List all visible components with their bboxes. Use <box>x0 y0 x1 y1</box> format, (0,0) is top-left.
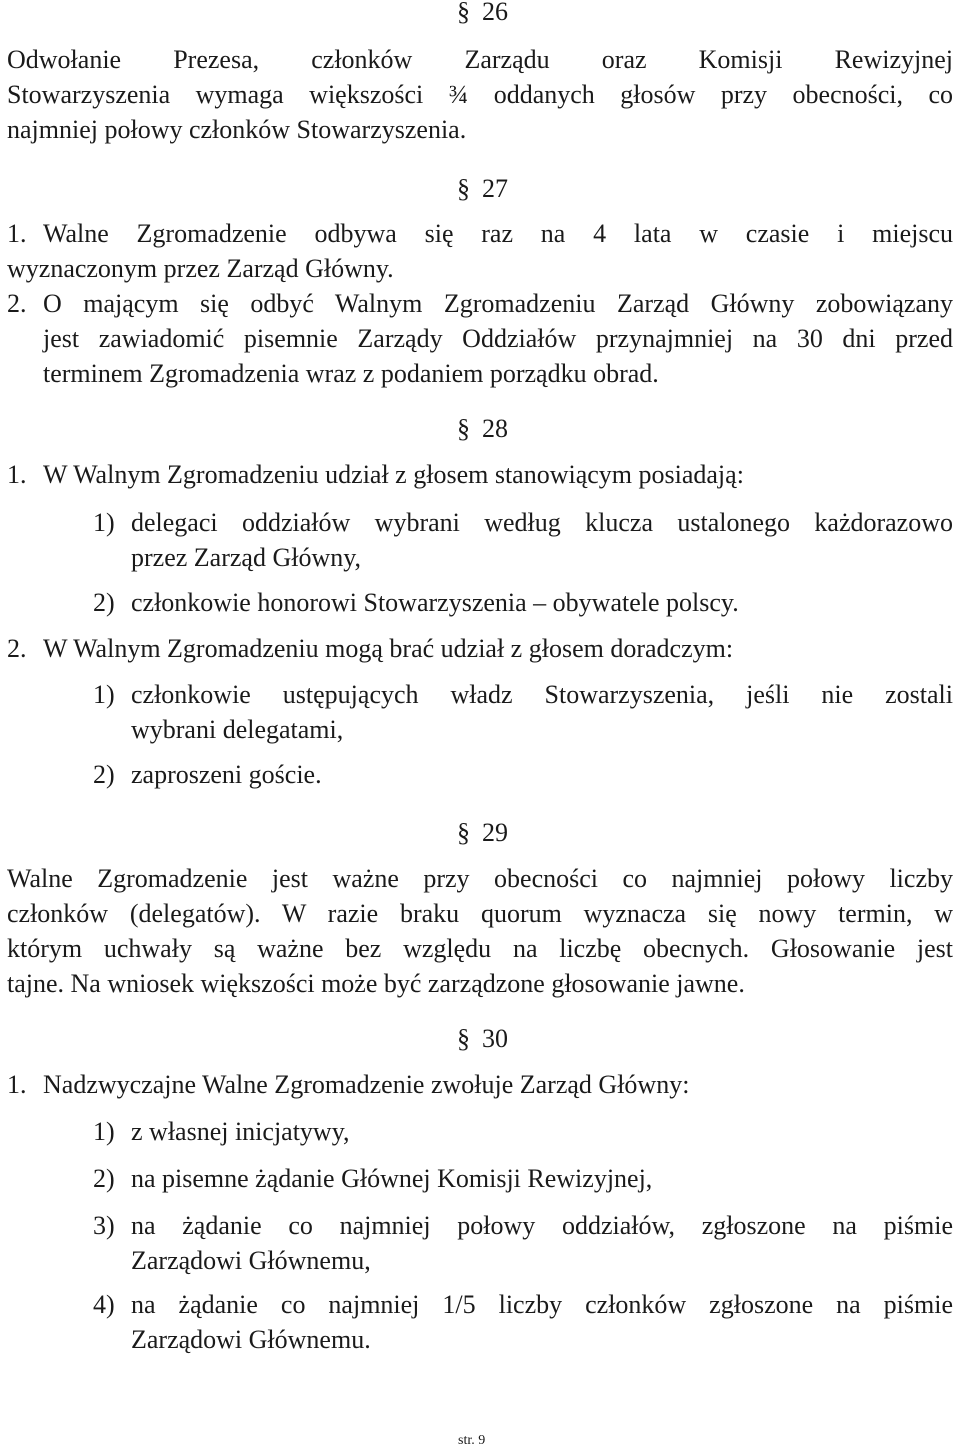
list-item-line: wybrani delegatami, <box>131 715 344 744</box>
list-item-line: delegaci oddziałów wybrani według klucza ustalonego każdorazowo <box>131 508 953 537</box>
section-28-p1-text: W Walnym Zgromadzeniu udział z głosem stanowiącym posiadają: <box>43 460 744 489</box>
section-27-p1-line-2: wyznaczonym przez Zarząd Główny. <box>7 254 394 283</box>
section-29-line-3: którym uchwały są ważne bez względu na liczbę obecnych. Głosowanie jest <box>7 934 953 963</box>
list-item-line: przez Zarząd Główny, <box>131 543 362 572</box>
paragraph-number: 2. <box>7 634 27 663</box>
section-30-p1-text: Nadzwyczajne Walne Zgromadzenie zwołuje Zarząd Główny: <box>43 1070 690 1099</box>
section-27-p2-line-1: O mającym się odbyć Walnym Zgromadzeniu Zarząd Główny zobowiązany <box>43 289 953 318</box>
list-item-number: 2) <box>93 588 115 617</box>
paragraph-number: 1. <box>7 1070 27 1099</box>
section-number: 26 <box>482 0 508 26</box>
list-item-line: zaproszeni goście. <box>131 760 322 789</box>
paragraph-number: 2. <box>7 289 27 318</box>
page-number-footer: str. 9 <box>458 1433 486 1448</box>
section-26-line-3: najmniej połowy członków Stowarzyszenia. <box>7 115 467 144</box>
section-sign: § <box>457 1024 470 1053</box>
list-item-line: członkowie honorowi Stowarzyszenia – obywatele polscy. <box>131 588 739 617</box>
list-item-line: z własnej inicjatywy, <box>131 1117 350 1146</box>
section-28-heading <box>457 412 508 446</box>
list-item-line: Zarządowi Głównemu, <box>131 1246 371 1275</box>
list-item-number: 2) <box>93 1164 115 1193</box>
list-item-line: na żądanie co najmniej 1/5 liczby członków zgłoszone na piśmie <box>131 1290 953 1319</box>
section-27-p2-line-2: jest zawiadomić pisemnie Zarządy Oddziałów przynajmniej na 30 dni przed <box>43 324 953 353</box>
list-item-number: 4) <box>93 1290 115 1319</box>
list-item-number: 2) <box>93 760 115 789</box>
section-27-heading <box>457 172 508 206</box>
section-29-line-2: członków (delegatów). W razie braku quorum wyznacza się nowy termin, w <box>7 899 953 928</box>
list-item-number: 3) <box>93 1211 115 1240</box>
paragraph-number: 1. <box>7 460 27 489</box>
section-29-line-4: tajne. Na wniosek większości może być zarządzone głosowanie jawne. <box>7 969 745 998</box>
section-26-heading <box>457 0 508 29</box>
section-27-p2-line-3: terminem Zgromadzenia wraz z podaniem porządku obrad. <box>43 359 659 388</box>
list-item-line: na żądanie co najmniej połowy oddziałów, zgłoszone na piśmie <box>131 1211 953 1240</box>
section-number: 30 <box>482 1024 508 1053</box>
list-item-number: 1) <box>93 1117 115 1146</box>
list-item-line: Zarządowi Głównemu. <box>131 1325 371 1354</box>
section-number: 29 <box>482 818 508 847</box>
section-29-heading <box>457 816 508 850</box>
list-item-number: 1) <box>93 680 115 709</box>
section-sign: § <box>457 414 470 443</box>
section-26-line-2: Stowarzyszenia wymaga większości ¾ oddanych głosów przy obecności, co <box>7 80 953 109</box>
paragraph-number: 1. <box>7 219 27 248</box>
section-sign: § <box>457 174 470 203</box>
section-number: 27 <box>482 174 508 203</box>
section-sign: § <box>457 818 470 847</box>
section-sign: § <box>457 0 470 26</box>
section-29-line-1: Walne Zgromadzenie jest ważne przy obecności co najmniej połowy liczby <box>7 864 953 893</box>
list-item-line: na pisemne żądanie Głównej Komisji Rewizyjnej, <box>131 1164 653 1193</box>
list-item-line: członkowie ustępujących władz Stowarzyszenia, jeśli nie zostali <box>131 680 953 709</box>
section-26-line-1: Odwołanie Prezesa, członków Zarządu oraz Komisji Rewizyjnej <box>7 45 953 74</box>
section-number: 28 <box>482 414 508 443</box>
list-item-number: 1) <box>93 508 115 537</box>
section-27-p1-line-1: Walne Zgromadzenie odbywa się raz na 4 lata w czasie i miejscu <box>43 219 953 248</box>
section-28-p2-text: W Walnym Zgromadzeniu mogą brać udział z głosem doradczym: <box>43 634 734 663</box>
section-30-heading <box>457 1022 508 1056</box>
